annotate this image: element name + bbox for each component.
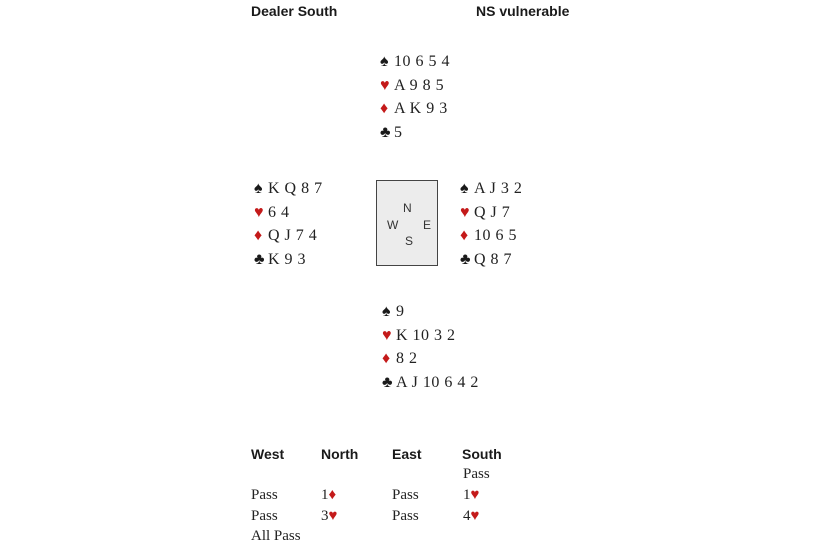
west-spades: [254, 177, 323, 201]
heart-icon: ♥: [380, 76, 390, 94]
heart-icon: ♥: [460, 203, 470, 221]
compass-west: W: [387, 218, 399, 232]
north-spades: [380, 50, 450, 74]
west-diamonds: [254, 224, 323, 248]
bid-north-1: [321, 487, 336, 504]
diamond-icon: ♦: [460, 227, 469, 244]
south-hand: [382, 300, 479, 394]
north-spades-cards: 10 6 5 4: [394, 53, 450, 70]
south-spades-cards: 9: [396, 303, 405, 320]
north-hearts: [380, 74, 450, 98]
club-icon: ♣: [460, 250, 471, 268]
bid-south-1: [463, 487, 479, 504]
east-spades-cards: A J 3 2: [474, 180, 523, 197]
bid-south-1-level: 1: [463, 487, 471, 503]
south-diamonds: [382, 347, 479, 371]
spade-icon: ♠: [460, 180, 469, 197]
east-hand: [460, 177, 522, 271]
west-spades-cards: K Q 8 7: [268, 180, 323, 197]
dealer-label: Dealer South: [251, 3, 338, 19]
bidding-header-east: East: [392, 446, 422, 462]
west-hearts-cards: 6 4: [268, 203, 290, 221]
bid-west-1: Pass: [251, 487, 278, 503]
compass-box: [376, 180, 438, 266]
bid-east-1: Pass: [392, 487, 419, 503]
north-diamonds: [380, 97, 450, 121]
south-hearts: [382, 324, 479, 348]
spade-icon: ♠: [254, 180, 263, 197]
bid-north-2-level: 3: [321, 508, 329, 524]
south-hearts-cards: K 10 3 2: [396, 326, 456, 344]
bidding-header-south: South: [462, 446, 502, 462]
north-hearts-cards: A 9 8 5: [394, 76, 445, 94]
heart-icon: ♥: [382, 326, 392, 344]
club-icon: ♣: [254, 250, 265, 268]
compass-east: E: [423, 218, 432, 232]
bidding-header-west: West: [251, 446, 285, 462]
bid-south-2-level: 4: [463, 508, 471, 524]
club-icon: ♣: [382, 373, 393, 391]
west-clubs-cards: K 9 3: [268, 250, 307, 268]
north-diamonds-cards: A K 9 3: [394, 100, 448, 117]
east-hearts-cards: Q J 7: [474, 203, 511, 221]
north-clubs: [380, 121, 450, 145]
bid-north-1-level: 1: [321, 487, 329, 503]
bid-west-3: All Pass: [251, 528, 301, 544]
diamond-icon: ♦: [328, 487, 337, 503]
diamond-icon: ♦: [380, 100, 389, 117]
bid-west-2: Pass: [251, 508, 278, 524]
west-hearts: [254, 201, 323, 225]
east-diamonds: [460, 224, 522, 248]
north-hand: [380, 50, 450, 144]
bid-south-2: [463, 508, 479, 525]
west-diamonds-cards: Q J 7 4: [268, 227, 318, 244]
heart-icon: ♥: [254, 203, 264, 221]
east-clubs-cards: Q 8 7: [474, 250, 513, 268]
diamond-icon: ♦: [254, 227, 263, 244]
west-clubs: [254, 248, 323, 272]
south-diamonds-cards: 8 2: [396, 350, 418, 367]
south-clubs: [382, 371, 479, 395]
compass-north: N: [403, 201, 412, 215]
east-spades: [460, 177, 522, 201]
bid-north-2: [321, 508, 337, 525]
spade-icon: ♠: [382, 303, 391, 320]
north-clubs-cards: 5: [394, 123, 403, 141]
bid-east-2: Pass: [392, 508, 419, 524]
east-hearts: [460, 201, 522, 225]
heart-icon: ♥: [470, 508, 480, 524]
south-clubs-cards: A J 10 6 4 2: [396, 373, 479, 391]
compass-south: S: [405, 234, 414, 248]
heart-icon: ♥: [328, 508, 338, 524]
west-hand: [254, 177, 323, 271]
south-spades: [382, 300, 479, 324]
bidding-header-north: North: [321, 446, 359, 462]
east-clubs: [460, 248, 522, 272]
bid-south-opening: Pass: [463, 466, 490, 482]
spade-icon: ♠: [380, 53, 389, 70]
vulnerability-label: NS vulnerable: [476, 3, 570, 19]
diamond-icon: ♦: [382, 350, 391, 367]
heart-icon: ♥: [470, 487, 480, 503]
east-diamonds-cards: 10 6 5: [474, 227, 517, 244]
club-icon: ♣: [380, 123, 391, 141]
